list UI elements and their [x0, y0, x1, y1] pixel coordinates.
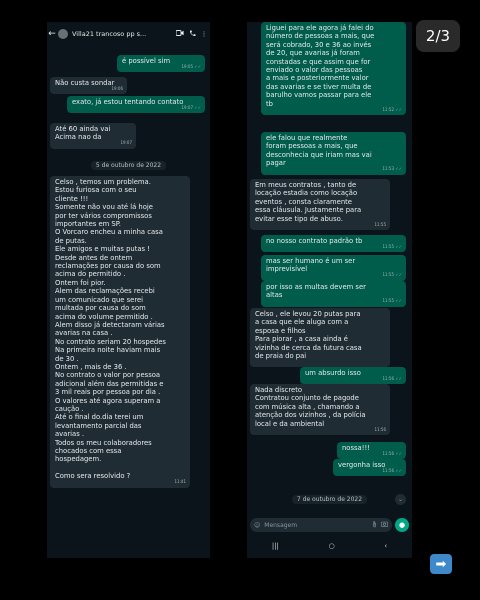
- read-receipt-icon: ✓✓: [395, 272, 402, 278]
- message-time: 19:05 ✓✓: [181, 64, 201, 69]
- message-time: 11:55 ✓✓: [382, 244, 402, 249]
- arrow-right-icon[interactable]: ➡: [430, 554, 452, 574]
- message-text: um absurdo isso: [305, 369, 361, 377]
- back-nav-icon[interactable]: ‹: [384, 542, 388, 550]
- read-receipt-icon: ✓✓: [194, 64, 201, 69]
- message-time: 11:56: [374, 426, 386, 432]
- date-separator: 7 de outubro de 2022: [247, 496, 412, 503]
- phone-icon[interactable]: [186, 30, 198, 39]
- outgoing-message[interactable]: [261, 235, 406, 252]
- outgoing-message[interactable]: [261, 255, 406, 281]
- chat-header: [47, 22, 210, 46]
- camera-icon[interactable]: [381, 521, 388, 529]
- outgoing-message[interactable]: [261, 22, 406, 115]
- message-time: 11:56 ✓✓: [382, 451, 402, 456]
- avatar[interactable]: [58, 29, 68, 39]
- outgoing-message[interactable]: [261, 281, 406, 307]
- read-receipt-icon: ✓✓: [395, 376, 402, 381]
- message-text: nossa!!!: [342, 444, 370, 452]
- message-time: 11:56 ✓✓: [382, 468, 402, 473]
- incoming-message[interactable]: [50, 77, 127, 94]
- arrow-left-icon[interactable]: ←: [48, 29, 56, 39]
- message-time: 11:56 ✓✓: [382, 376, 402, 381]
- message-time: 11:55 ✓✓: [382, 272, 402, 278]
- outgoing-message[interactable]: [333, 459, 406, 476]
- message-text: Celso , temos um problema. Estou furiosa com o seu cliente !!! Somente não vou até lá hoje por ter vários compromissos importantes em SP. O Vorcaro encheu a minha casa de putas. Ele amigos e muitas putas ! Desde antes de ontem reclamações por causa do som acima do permitido . Ontem foi pior. Alem das reclamações recebi um comunicado que serei multada por causa do som acima do volume permitido . Alem disso já detectaram várias avarias na casa . No contrato seriam 20 hospedes Na primeira noite haviam mais de 30 . Ontem , mais de 36 . No contrato o valor por pessoa adicional além das permitidas e 3 mil reais por pessoa por dia . O valores até agora superam a caução . Até o final do.dia terei um levantamento parcial das avarias . Todos os meu colaboradores chocados com essa hospedagem. Como sera resolvido ?: [55, 178, 166, 481]
- right-chat-screenshot: [247, 22, 412, 558]
- read-receipt-icon: ✓✓: [395, 106, 402, 112]
- outgoing-message[interactable]: [337, 442, 406, 459]
- paperclip-icon[interactable]: [372, 521, 377, 530]
- incoming-message[interactable]: [50, 123, 136, 149]
- page-counter: 2/3: [416, 20, 460, 52]
- message-text: mas ser humano é um ser imprevisível: [266, 257, 356, 274]
- contact-name[interactable]: Villa21 trancoso pp s...: [72, 30, 147, 38]
- outgoing-message[interactable]: [261, 132, 406, 175]
- outgoing-message[interactable]: [300, 367, 406, 384]
- incoming-message[interactable]: [250, 384, 390, 435]
- read-receipt-icon: ✓✓: [194, 105, 201, 110]
- message-time: 11:55: [374, 221, 386, 227]
- message-time: 19:07 ✓✓: [181, 105, 201, 110]
- recent-apps-icon[interactable]: |||: [271, 542, 279, 550]
- message-text: Até 60 ainda vai Acima nao da: [55, 125, 111, 142]
- scroll-down-button[interactable]: ⌄: [395, 494, 406, 505]
- message-time: 19:07: [120, 140, 132, 146]
- message-time: 11:53 ✓✓: [382, 166, 402, 172]
- message-text: é possível sim: [122, 57, 171, 65]
- message-text: por isso as multas devem ser altas: [266, 283, 366, 300]
- message-time: 11:55 ✓✓: [382, 298, 402, 304]
- incoming-message[interactable]: [250, 179, 390, 230]
- video-icon[interactable]: [174, 30, 186, 38]
- outgoing-message[interactable]: [117, 55, 205, 72]
- outgoing-message[interactable]: [67, 96, 205, 113]
- read-receipt-icon: ✓✓: [395, 244, 402, 249]
- date-separator: 5 de outubro de 2022: [47, 162, 210, 169]
- message-time: 19:06: [111, 86, 123, 91]
- mic-icon[interactable]: ●: [395, 518, 409, 532]
- incoming-message[interactable]: [250, 308, 390, 367]
- home-icon[interactable]: ○: [328, 542, 335, 550]
- read-receipt-icon: ✓✓: [395, 451, 402, 456]
- message-text: Não custa sondar: [55, 79, 115, 87]
- message-text: exato, já estou tentando contato: [72, 98, 184, 106]
- message-text: Nada discreto Contratou conjunto de pagode com música alta , chamando a atenção dos vizinhos , da polícia local e da ambiental: [255, 386, 366, 428]
- read-receipt-icon: ✓✓: [395, 298, 402, 304]
- read-receipt-icon: ✓✓: [395, 166, 402, 172]
- message-placeholder: Mensagem: [264, 521, 298, 529]
- message-time: 11:41: [174, 479, 186, 485]
- incoming-message[interactable]: [50, 176, 190, 488]
- android-nav-bar: [247, 540, 412, 552]
- left-chat-screenshot: [47, 22, 210, 558]
- message-input[interactable]: [250, 518, 392, 532]
- emoji-icon[interactable]: ☺: [254, 521, 261, 529]
- message-text: vergonha isso: [338, 461, 386, 469]
- message-text: Celso , ele levou 20 putas para a casa que ele aluga com a esposa e filhos Para piorar , a casa ainda é vizinha de cerca da futura casa de praia do pai: [255, 310, 362, 361]
- message-time: 11:52 ✓✓: [382, 106, 402, 112]
- read-receipt-icon: ✓✓: [395, 468, 402, 473]
- message-text: ele falou que realmente foram pessoas a mais, que desconhecia que iriam mas vai pagar: [266, 134, 372, 168]
- kebab-menu-icon[interactable]: ⋮: [200, 30, 208, 38]
- message-text: no nosso contrato padrão tb: [266, 237, 363, 245]
- message-composer: [250, 518, 409, 532]
- message-text: Em meus contratos , tanto de locação estadia como locação eventos , consta claramente essa cláusula. Justamente para evitar esse tipo de abuso.: [255, 181, 362, 223]
- message-text: Liguei para ele agora já falei do número de pessoas a mais, que será cobrado, 30 e 36 ao invés de 20, que avarias já foram constadas e que assim que for enviado o valor das pessoas a mais e posteriormente valor das avarias e se tiver multa de barulho vamos passar para ele tb: [266, 24, 375, 108]
